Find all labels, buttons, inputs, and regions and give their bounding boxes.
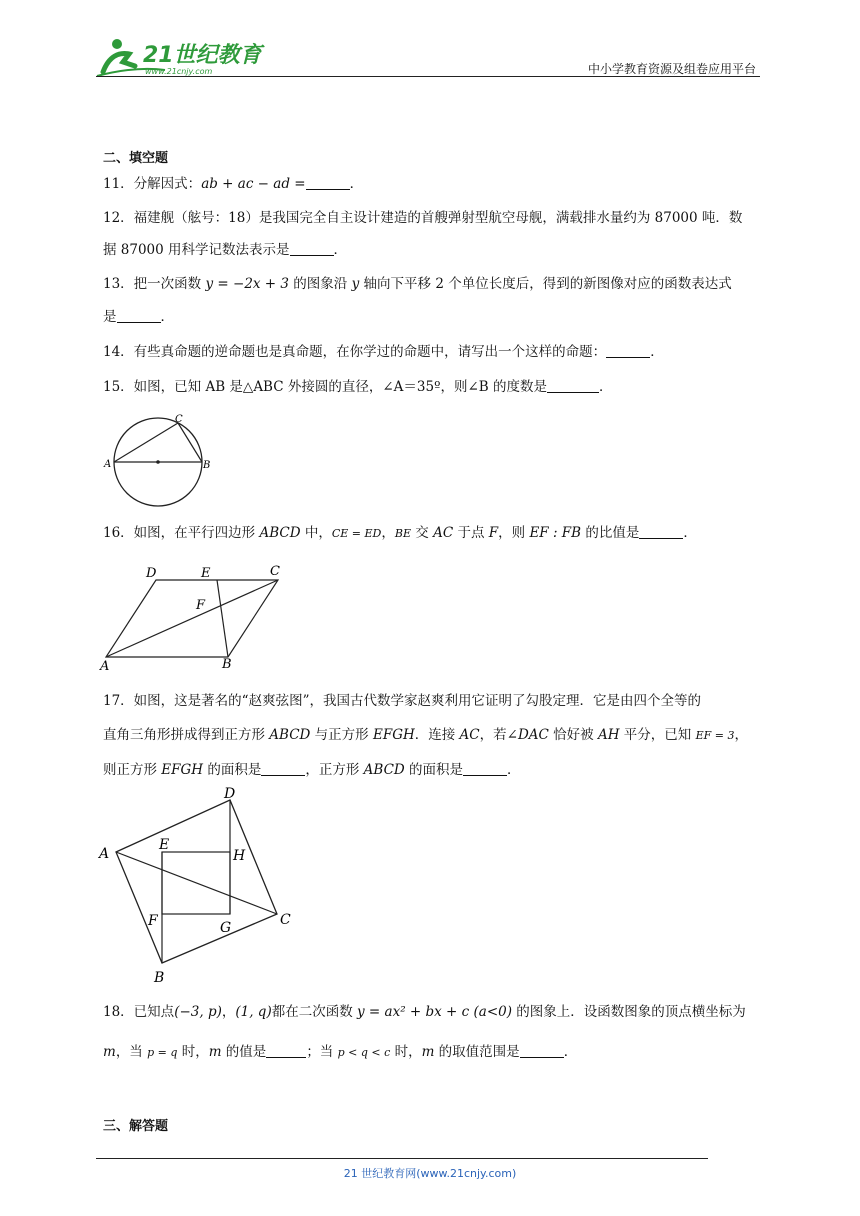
svg-text:C: C xyxy=(175,414,183,425)
question-17-line1: 17．如图，这是著名的“赵爽弦图”，我国古代数学家赵爽利用它证明了勾股定理．它是由四个全等的 xyxy=(103,693,701,709)
svg-text:E: E xyxy=(201,566,211,581)
question-11: 11．分解因式：ab + ac − ad = ． xyxy=(103,176,364,192)
section-title-answer: 三、解答题 xyxy=(103,1119,169,1134)
figure-15-circle xyxy=(100,410,225,510)
svg-text:A: A xyxy=(104,459,112,470)
question-13-line1: 13．把一次函数 y = −2x + 3 的图象沿 y 轴向下平移 2 个单位长度后，得到的新图像对应的函数表达式 xyxy=(103,276,732,292)
svg-text:H: H xyxy=(233,848,246,864)
question-18-line1: 18．已知点(−3, p)，(1, q)都在二次函数 y = ax² + bx + c (a<0) 的图象上．设函数图象的顶点横坐标为 xyxy=(103,1004,746,1020)
answer-blank xyxy=(606,343,650,358)
answer-blank xyxy=(117,308,161,323)
header-divider xyxy=(96,76,760,77)
footer-link[interactable]: 21 世纪教育网(www.21cnjy.com) xyxy=(343,1167,517,1180)
answer-blank xyxy=(266,1043,306,1058)
svg-text:E: E xyxy=(159,837,170,853)
question-12-line2: 据 87000 用科学记数法表示是 ． xyxy=(103,242,348,258)
svg-text:B: B xyxy=(203,460,211,471)
svg-text:B: B xyxy=(154,970,165,986)
svg-text:B: B xyxy=(222,657,232,672)
question-12-line1: 12．福建舰（舷号：18）是我国完全自主设计建造的首艘弹射型航空母舰，满载排水量约为 87000 吨．数 xyxy=(103,210,743,226)
svg-text:F: F xyxy=(148,913,158,929)
question-15: 15．如图，已知 AB 是△ABC 外接圆的直径，∠A＝35º，则∠B 的度数是 ． xyxy=(103,379,613,395)
answer-blank xyxy=(261,761,305,776)
answer-blank xyxy=(463,761,507,776)
svg-text:G: G xyxy=(220,920,232,936)
answer-blank xyxy=(639,524,683,539)
answer-blank xyxy=(290,241,334,256)
question-17-line3: 则正方形 EFGH 的面积是 ，正方形 ABCD 的面积是 ． xyxy=(103,762,521,778)
svg-text:D: D xyxy=(146,566,157,581)
answer-blank xyxy=(547,378,599,393)
svg-text:D: D xyxy=(224,786,236,802)
svg-text:A: A xyxy=(100,659,110,674)
section-title-fill-blank: 二、填空题 xyxy=(103,151,169,166)
footer-divider xyxy=(96,1158,708,1159)
site-logo xyxy=(95,36,265,78)
svg-text:C: C xyxy=(280,912,291,928)
answer-blank xyxy=(306,175,350,190)
svg-text:21世纪教育: 21世纪教育 xyxy=(143,43,262,68)
question-17-line2: 直角三角形拼成得到正方形 ABCD 与正方形 EFGH．连接 AC，若∠DAC 恰好被 AH 平分，已知 EF = 3， xyxy=(103,727,748,743)
answer-blank xyxy=(520,1043,564,1058)
svg-text:C: C xyxy=(270,564,280,579)
svg-text:www.21cnjy.com: www.21cnjy.com xyxy=(145,67,213,76)
svg-text:A: A xyxy=(99,846,110,862)
question-14: 14．有些真命题的逆命题也是真命题，在你学过的命题中，请写出一个这样的命题： ． xyxy=(103,344,664,360)
platform-name: 中小学教育资源及组卷应用平台 xyxy=(587,62,756,76)
question-13-line2: 是 ． xyxy=(103,309,174,325)
question-18-line2: m，当 p = q 时，m 的值是 ；当 p < q < c 时，m 的取值范围是 ． xyxy=(103,1044,578,1060)
figure-16-parallelogram xyxy=(96,560,296,675)
figure-17-zhaoshuang-diagram xyxy=(96,785,301,990)
question-16: 16．如图，在平行四边形 ABCD 中，CE = ED，BE 交 AC 于点 F，则 EF : FB 的比值是 ． xyxy=(103,525,697,541)
svg-text:F: F xyxy=(196,598,206,613)
